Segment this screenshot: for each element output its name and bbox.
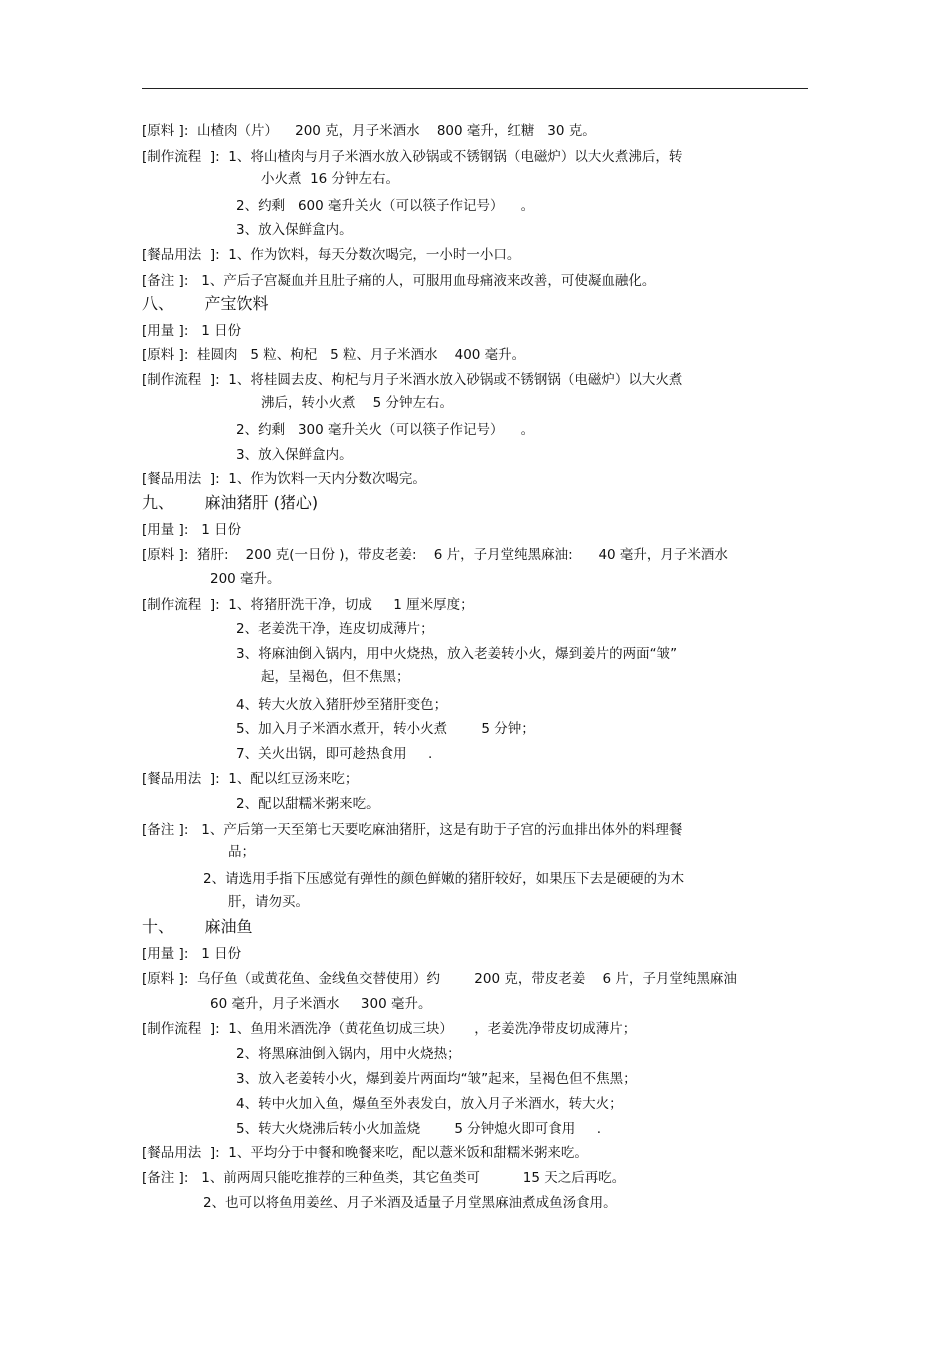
- serving-line: [用量 ]: 1 日份: [142, 946, 242, 962]
- procedure-step: 5、转大火烧沸后转小火加盖烧 5 分钟熄火即可食用 .: [236, 1121, 602, 1137]
- notes-item: 2、请选用手指下压感觉有弹性的颜色鲜嫩的猪肝较好，如果压下去是硬硬的为木: [203, 871, 685, 887]
- notes-line: [备注 ]: 1、产后子宫凝血并且肚子痛的人，可服用血母痛液来改善，可使凝血融化。: [142, 273, 656, 289]
- usage-line: [餐品用法 ]: 1、平均分于中餐和晚餐来吃，配以薏米饭和甜糯米粥来吃。: [142, 1145, 588, 1161]
- procedure-continuation: 起，呈褐色，但不焦黑；: [261, 669, 410, 685]
- ingredients-continuation: 60 毫升，月子米酒水 300 毫升。: [210, 996, 432, 1012]
- procedure-step: 3、放入保鲜盒内。: [236, 447, 353, 463]
- ingredients-continuation: 200 毫升。: [210, 571, 281, 587]
- procedure-step: 5、加入月子米酒水煮开，转小火煮 5 分钟；: [236, 721, 535, 737]
- header-rule: [142, 88, 808, 89]
- ingredients-line: [原料 ]: 乌仔鱼（或黄花鱼、金线鱼交替使用）约 200 克，带皮老姜 6 片，子月堂纯黑麻油: [142, 971, 737, 987]
- procedure-line: [制作流程 ]: 1、将猪肝洗干净，切成 1 厘米厚度；: [142, 597, 474, 613]
- procedure-line: [制作流程 ]: 1、将桂圆去皮、枸杞与月子米酒水放入砂锅或不锈钢锅（电磁炉）以大火煮: [142, 372, 683, 388]
- ingredients-line: [原料 ]: 猪肝: 200 克(一日份 )，带皮老姜: 6 片，子月堂纯黑麻油: 40 毫升，月子米酒水: [142, 547, 728, 563]
- procedure-step: 2、将黑麻油倒入锅内，用中火烧热；: [236, 1046, 461, 1062]
- section-heading-10: 十、 麻油鱼: [142, 917, 253, 936]
- procedure-step: 2、约剩 300 毫升关火（可以筷子作记号） 。: [236, 422, 535, 438]
- usage-step: 2、配以甜糯米粥来吃。: [236, 796, 380, 812]
- procedure-line: [制作流程 ]: 1、鱼用米酒洗净（黄花鱼切成三块） ，老姜洗净带皮切成薄片；: [142, 1021, 637, 1037]
- procedure-step: 3、放入保鲜盒内。: [236, 222, 353, 238]
- procedure-step: 4、转中火加入鱼，爆鱼至外表发白，放入月子米酒水，转大火；: [236, 1096, 623, 1112]
- usage-line: [餐品用法 ]: 1、作为饮料一天内分数次喝完。: [142, 471, 426, 487]
- notes-item: 2、也可以将鱼用姜丝、月子米酒及适量子月堂黑麻油煮成鱼汤食用。: [203, 1195, 617, 1211]
- usage-line: [餐品用法 ]: 1、作为饮料，每天分数次喝完，一小时一小口。: [142, 247, 521, 263]
- notes-line: [备注 ]: 1、产后第一天至第七天要吃麻油猪肝，这是有助于子宫的污血排出体外的料理餐: [142, 822, 683, 838]
- section-heading-9: 九、 麻油猪肝 (猪心): [142, 493, 319, 512]
- procedure-step: 3、放入老姜转小火，爆到姜片两面均“皱”起来，呈褐色但不焦黑；: [236, 1071, 637, 1087]
- procedure-continuation: 小火煮 16 分钟左右。: [261, 171, 400, 187]
- section-heading-8: 八、 产宝饮料: [142, 294, 269, 313]
- procedure-continuation: 沸后，转小火煮 5 分钟左右。: [261, 395, 454, 411]
- usage-line: [餐品用法 ]: 1、配以红豆汤来吃；: [142, 771, 359, 787]
- serving-line: [用量 ]: 1 日份: [142, 522, 242, 538]
- notes-line: [备注 ]: 1、前两周只能吃推荐的三种鱼类，其它鱼类可 15 天之后再吃。: [142, 1170, 626, 1186]
- serving-line: [用量 ]: 1 日份: [142, 323, 242, 339]
- procedure-line: [制作流程 ]: 1、将山楂肉与月子米酒水放入砂锅或不锈钢锅（电磁炉）以大火煮沸后，转: [142, 149, 683, 165]
- procedure-step: 4、转大火放入猪肝炒至猪肝变色；: [236, 697, 448, 713]
- procedure-step: 3、将麻油倒入锅内，用中火烧热，放入老姜转小火，爆到姜片的两面“皱”: [236, 646, 678, 662]
- ingredients-line: [原料 ]: 山楂肉（片） 200 克，月子米酒水 800 毫升，红糖 30 克。: [142, 123, 596, 139]
- procedure-step: 7、关火出锅，即可趁热食用 .: [236, 746, 433, 762]
- procedure-step: 2、约剩 600 毫升关火（可以筷子作记号） 。: [236, 198, 535, 214]
- notes-continuation: 肝，请勿买。: [228, 894, 309, 910]
- notes-continuation: 品；: [228, 844, 255, 860]
- ingredients-line: [原料 ]: 桂圆肉 5 粒、枸杞 5 粒、月子米酒水 400 毫升。: [142, 347, 526, 363]
- procedure-step: 2、老姜洗干净，连皮切成薄片；: [236, 621, 434, 637]
